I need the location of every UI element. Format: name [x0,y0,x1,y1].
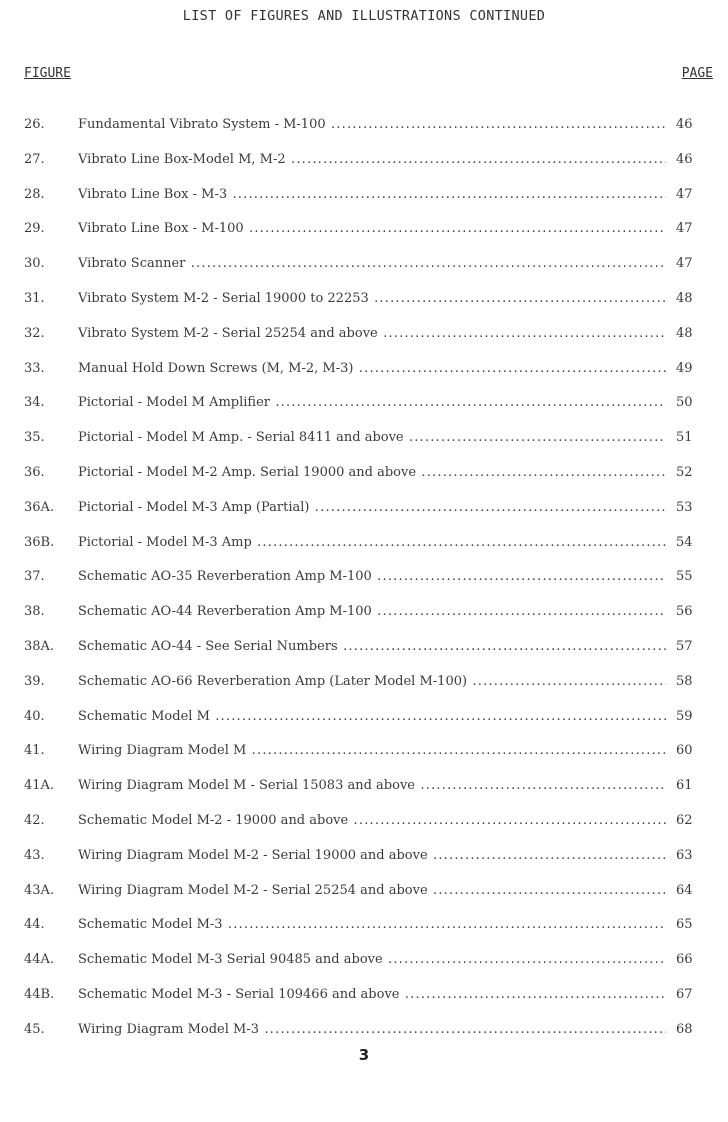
figure-number: 40. [24,708,45,724]
list-item [0,465,728,500]
list-item [0,848,728,883]
figure-number: 36. [24,464,45,480]
figure-page: 47 [676,186,693,202]
figure-page: 60 [676,743,693,759]
figure-page: 48 [676,290,693,306]
figure-title: Manual Hold Down Screws (M, M-2, M-3) ..... [78,361,666,376]
list-item [0,987,728,1022]
figure-title: Wiring Diagram Model M-2 - Serial 19000 and above ..... [78,848,666,863]
figure-title: Schematic Model M-3 ..... [78,917,666,932]
figure-number: 35. [24,430,45,446]
figure-title: Schematic Model M-3 Serial 90485 and above ..... [78,952,666,967]
list-item [0,361,728,396]
figure-title: Fundamental Vibrato System - M-100 ..... [78,117,666,132]
list-item [0,639,728,674]
figure-page: 63 [676,847,693,863]
figure-title: Wiring Diagram Model M ..... [78,743,666,758]
figure-column-header: FIGURE [24,66,71,81]
list-item [0,291,728,326]
list-item [0,813,728,848]
figure-title: Vibrato Line Box - M-3 ..... [78,187,666,202]
figure-page: 46 [676,117,693,132]
figure-page: 52 [676,464,693,480]
figure-page: 54 [676,534,693,550]
figure-page: 49 [676,360,693,376]
figure-title: Schematic AO-44 - See Serial Numbers ..... [78,639,666,654]
figure-page: 50 [676,395,693,411]
figure-number: 34. [24,395,45,411]
figure-title: Wiring Diagram Model M-2 - Serial 25254 and above ..... [78,883,666,898]
figure-page: 51 [676,430,693,446]
figure-number: 42. [24,812,45,828]
figure-page: 46 [676,151,693,167]
figure-number: 41A. [24,778,55,794]
figure-title: Pictorial - Model M Amplifier ..... [78,395,666,410]
list-item [0,709,728,744]
figure-title: Pictorial - Model M-3 Amp ..... [78,535,666,550]
list-item [0,395,728,430]
list-item [0,256,728,291]
list-item [0,430,728,465]
page-column-header: PAGE [681,66,713,81]
list-item [0,326,728,361]
figure-number: 41. [24,743,45,759]
page-number: 3 [358,1046,370,1064]
figure-title: Pictorial - Model M-2 Amp. Serial 19000 and above ..... [78,465,666,480]
list-item [0,117,728,152]
figure-number: 36A. [24,499,55,515]
figure-title: Schematic Model M-2 - 19000 and above ..... [78,813,666,828]
list-item [0,917,728,952]
figure-page: 58 [676,673,693,689]
figure-page: 57 [676,638,693,654]
figure-title: Schematic Model M ..... [78,709,666,724]
figure-page: 62 [676,812,693,828]
list-item [0,674,728,709]
figure-page: 59 [676,708,693,724]
figure-title: Schematic AO-66 Reverberation Amp (Later Model M-100) ..... [78,674,666,689]
figure-title: Pictorial - Model M-3 Amp (Partial) ..... [78,500,666,515]
list-item [0,883,728,918]
figure-number: 36B. [24,534,55,550]
figure-title: Wiring Diagram Model M-3 ..... [78,1022,666,1037]
figure-title: Vibrato System M-2 - Serial 25254 and above ..... [78,326,666,341]
list-item [0,187,728,222]
list-item [0,221,728,256]
figure-number: 26. [24,117,45,132]
page-title: LIST OF FIGURES AND ILLUSTRATIONS CONTINUED [182,8,546,24]
figure-number: 38. [24,604,45,620]
figure-page: 68 [676,1021,693,1037]
list-item [0,778,728,813]
list-item [0,152,728,187]
figure-number: 44B. [24,986,55,1002]
list-item [0,500,728,535]
figure-page: 47 [676,256,693,272]
figure-number: 33. [24,360,45,376]
figure-number: 44A. [24,952,55,968]
figure-number: 44. [24,917,45,933]
figure-number: 39. [24,673,45,689]
figure-title: Schematic Model M-3 - Serial 109466 and above ..... [78,987,666,1002]
figure-page: 48 [676,325,693,341]
figure-number: 43. [24,847,45,863]
figure-number: 32. [24,325,45,341]
figure-number: 31. [24,290,45,306]
figure-title: Schematic AO-44 Reverberation Amp M-100 ..... [78,604,666,619]
figure-title: Vibrato Scanner ..... [78,256,666,271]
figure-page: 61 [676,778,693,794]
figure-page: 65 [676,917,693,933]
list-item [0,743,728,778]
list-item [0,952,728,987]
figure-number: 27. [24,151,45,167]
figure-title: Vibrato Line Box-Model M, M-2 ..... [78,152,666,167]
list-item [0,535,728,570]
figure-number: 30. [24,256,45,272]
list-item [0,569,728,604]
figure-number: 37. [24,569,45,585]
figure-list [0,117,728,1057]
figure-number: 45. [24,1021,45,1037]
figure-number: 29. [24,221,45,237]
figure-title: Vibrato Line Box - M-100 ..... [78,221,666,236]
figure-page: 66 [676,952,693,968]
figure-title: Vibrato System M-2 - Serial 19000 to 22253 ..... [78,291,666,306]
figure-page: 53 [676,499,693,515]
figure-number: 28. [24,186,45,202]
figure-title: Schematic AO-35 Reverberation Amp M-100 ..... [78,569,666,584]
figure-number: 43A. [24,882,55,898]
figure-number: 38A. [24,638,55,654]
figure-page: 56 [676,604,693,620]
figure-page: 67 [676,986,693,1002]
list-item [0,604,728,639]
figure-title: Pictorial - Model M Amp. - Serial 8411 and above ..... [78,430,666,445]
figure-page: 55 [676,569,693,585]
figure-page: 64 [676,882,693,898]
figure-title: Wiring Diagram Model M - Serial 15083 and above ..... [78,778,666,793]
figure-page: 47 [676,221,693,237]
